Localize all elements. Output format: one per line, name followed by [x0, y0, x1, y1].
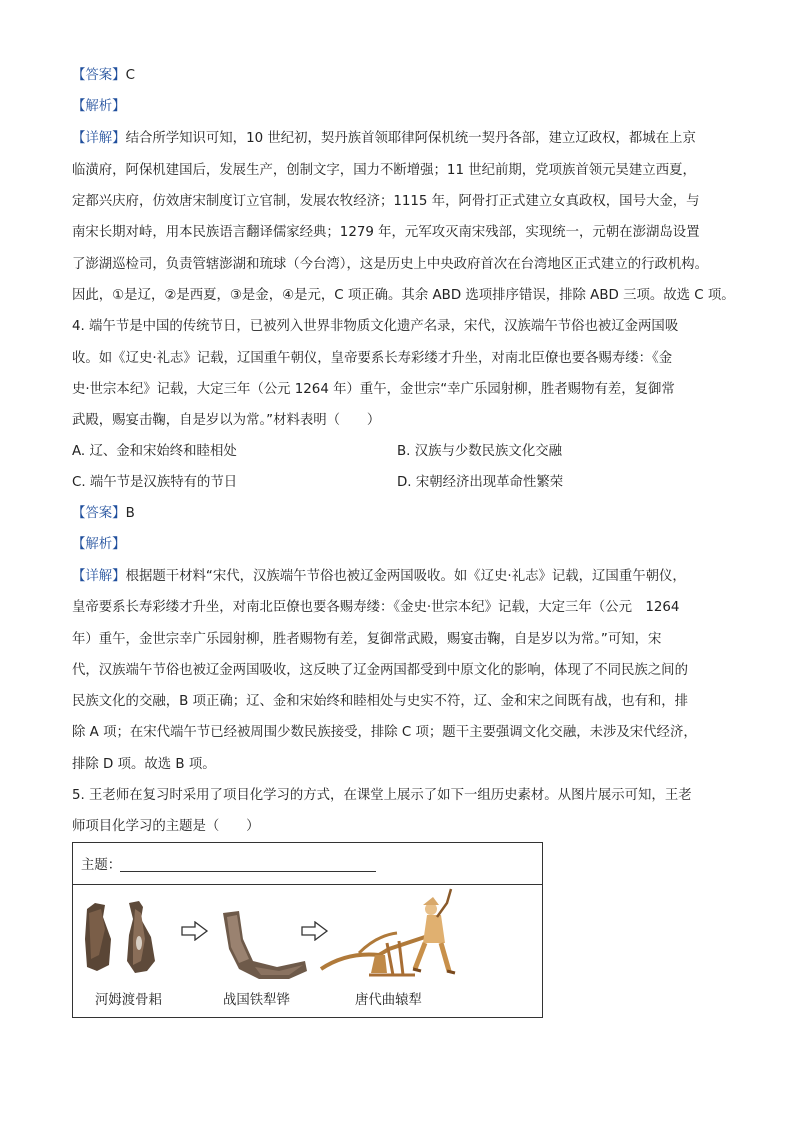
- question-4-line-2: 收。如《辽史·礼志》记载，辽国重午朝仪，皇帝要系长寿彩缕才升坐，对南北臣僚也要各赐寿缕：《金: [72, 351, 673, 366]
- answer-label: 【答案】: [72, 506, 126, 521]
- curved-plough-image: [319, 883, 471, 983]
- answer-value: C: [125, 68, 135, 83]
- detail-3-line-2: 临潢府，阿保机建国后，发展生产，创制文字，国力不断增强；11 世纪前期，党项族首领元昊建立西夏，: [72, 163, 696, 178]
- analysis-3-line: [72, 97, 126, 117]
- detail-4-line-7: 排除 D 项。故选 B 项。: [72, 757, 216, 772]
- question-5-line-1: 5. 王老师在复习时采用了项目化学习的方式，在课堂上展示了如下一组历史素材。从图片展示可知，王老: [72, 788, 692, 803]
- detail-text: 结合所学知识可知，10 世纪初，契丹族首领耶律阿保机统一契丹各部，建立辽政权，都城在上京: [125, 131, 696, 146]
- topic-label: 主题：: [81, 858, 122, 873]
- detail-3-line-1: [72, 129, 696, 149]
- arrow-right-icon: [181, 921, 209, 941]
- figure-box: [72, 842, 543, 1018]
- caption-bone-spade: 河姆渡骨耜: [95, 993, 162, 1008]
- bone-spade-image: [81, 899, 167, 977]
- detail-text: 根据题干材料“宋代，汉族端午节俗也被辽金两国吸收。如《辽史·礼志》记载，辽国重午朝仪，: [125, 569, 686, 584]
- answer-label: 【答案】: [72, 68, 126, 83]
- detail-label: 【详解】: [72, 569, 126, 584]
- detail-3-line-6: 因此，①是辽，②是西夏，③是金，④是元，C 项正确。其余 ABD 选项排序错误，排除 ABD 三项。故选 C 项。: [72, 288, 735, 303]
- detail-4-line-3: 年）重午，金世宗幸广乐园射柳，胜者赐物有差，复御常武殿，赐宴击鞠，自是岁以为常。”可知，宋: [72, 632, 662, 647]
- question-4-line-1: 4. 端午节是中国的传统节日，已被列入世界非物质文化遗产名录，宋代，汉族端午节俗也被辽金两国吸: [72, 319, 679, 334]
- caption-iron-plough: 战国铁犁铧: [223, 993, 290, 1008]
- option-d[interactable]: D. 宋朝经济出现革命性繁荣: [397, 475, 564, 490]
- analysis-label: 【解析】: [72, 537, 126, 552]
- answer-value: B: [125, 506, 135, 521]
- detail-label: 【详解】: [72, 131, 126, 146]
- detail-4-line-5: 民族文化的交融，B 项正确；辽、金和宋始终和睦相处与史实不符，辽、金和宋之间既有战，也有和，排: [72, 694, 689, 709]
- answer-3-line: [72, 66, 135, 86]
- analysis-label: 【解析】: [72, 99, 126, 114]
- detail-4-line-6: 除 A 项；在宋代端午节已经被周围少数民族接受，排除 C 项；题干主要强调文化交融，未涉及宋代经济，: [72, 725, 697, 740]
- option-c[interactable]: C. 端午节是汉族特有的节日: [72, 475, 238, 490]
- answer-4-line: [72, 504, 135, 524]
- figure-header: [73, 843, 542, 885]
- detail-3-line-4: 南宋长期对峙，用本民族语言翻译儒家经典；1279 年，元军攻灭南宋残部，实现统一，元朝在澎湖岛设置: [72, 225, 700, 240]
- question-4-line-3: 史·世宗本纪》记载，大定三年（公元 1264 年）重午，金世宗“幸广乐园射柳，胜者赐物有差，复御常: [72, 382, 675, 397]
- question-4-line-4: 武殿，赐宴击鞠，自是岁以为常。”材料表明（ ）: [72, 413, 381, 428]
- question-5-line-2: 师项目化学习的主题是（ ）: [72, 819, 260, 834]
- detail-3-line-5: 了澎湖巡检司，负责管辖澎湖和琉球（今台湾），这是历史上中央政府首次在台湾地区正式建立的行政机构。: [72, 257, 709, 272]
- detail-4-line-4: 代，汉族端午节俗也被辽金两国吸收，这反映了辽金两国都受到中原文化的影响，体现了不同民族之间的: [72, 663, 688, 678]
- iron-plough-share-image: [219, 909, 311, 981]
- topic-blank-line: [120, 871, 376, 872]
- option-b[interactable]: B. 汉族与少数民族文化交融: [397, 444, 562, 459]
- caption-curved-plough: 唐代曲辕犁: [355, 993, 422, 1008]
- detail-4-line-2: 皇帝要系长寿彩缕才升坐，对南北臣僚也要各赐寿缕：《金史·世宗本纪》记载，大定三年（公元 1264: [72, 600, 680, 615]
- analysis-4-line: [72, 535, 126, 555]
- detail-4-line-1: [72, 567, 686, 587]
- option-a[interactable]: A. 辽、金和宋始终和睦相处: [72, 444, 237, 459]
- detail-3-line-3: 定都兴庆府，仿效唐宋制度订立官制，发展农牧经济；1115 年，阿骨打正式建立女真政权，国号大金，与: [72, 194, 700, 209]
